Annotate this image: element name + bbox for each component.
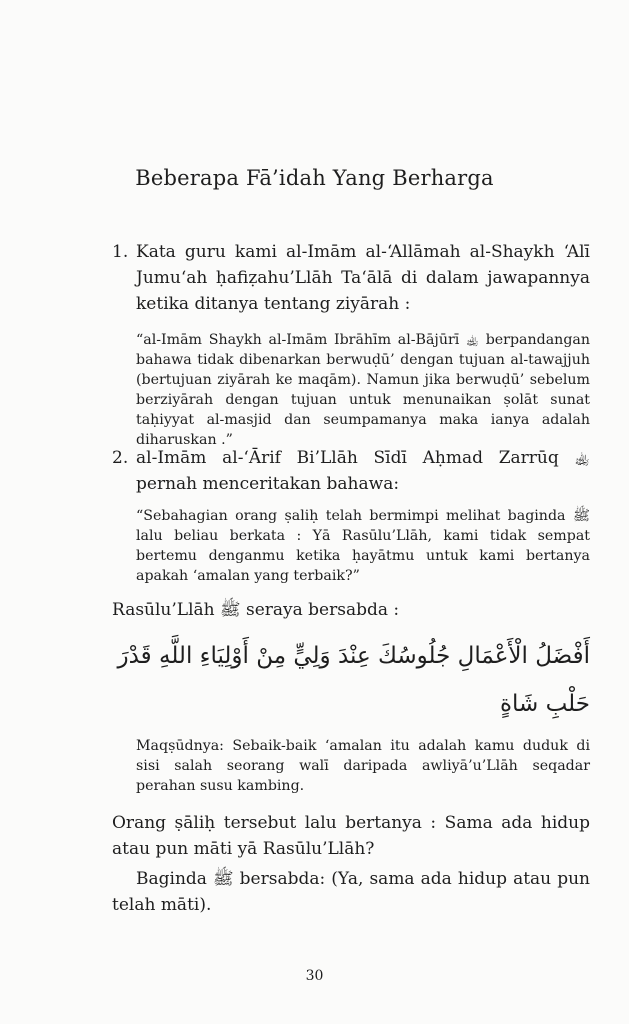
list-item-2 (112, 445, 590, 497)
paragraph-rasulullah: Rasūlu’Llāh ﷺ seraya bersabda : (112, 600, 400, 620)
list-item-text: al-Imām al-‘Ārif Bi’Llāh Sīdī Aḥmad Zarrūq ﵀ pernah menceritakan bahawa: (136, 448, 590, 494)
page-number: 30 (305, 968, 324, 984)
meaning-text: Maqṣūdnya: Sebaik-baik ‘amalan itu adalah kamu duduk di sisi salah seorang walī daripada awliyā’u’Llāh seqadar perahan susu kambing. (136, 738, 590, 794)
block-quote-1: “al-Imām Shaykh al-Imām Ibrāhīm al-Bājūrī ﵀ berpandangan bahawa tidak dibenarkan berwuḍū’ dengan tujuan al-tawajjuh (bertujuan ziyārah ke maqām). Namun jika berwuḍū’ sebelum berziyārah dengan tujuan untuk menunaikan ṣolāt sunat taḥiyyat al-masjid dan seumpamanya maka ianya adalah diharuskan .” (136, 332, 590, 448)
list-item-number: 1. (112, 242, 129, 262)
list-item-1 (112, 239, 590, 317)
list-item-number: 2. (112, 448, 129, 468)
paragraph-question: Orang ṣāliḥ tersebut lalu bertanya : Sama ada hidup atau pun māti yā Rasūlu’Llāh? (112, 813, 590, 859)
block-quote-2: “Sebahagian orang ṣaliḥ telah bermimpi melihat baginda ﷺ lalu beliau berkata : Yā Rasūlu’Llāh, kami tidak sempat bertemu denganmu ketika ḥayātmu untuk kami bertanya apakah ‘amalan yang terbaik?” (136, 508, 590, 584)
arabic-hadith: أَفْضَلُ الْأَعْمَالِ جُلُوسُكَ عِنْدَ وَلِيٍّ مِنْ أَوْلِيَاءِ اللَّهِ قَدْرَ حَلْبِ شَاةٍ (117, 643, 590, 717)
list-item-text: Kata guru kami al-Imām al-‘Allāmah al-Shaykh ‘Alī Jumu‘ah ḥafiẓahu’Llāh Ta‘ālā di dalam jawapannya ketika ditanya tentang ziyārah : (136, 242, 590, 314)
section-title: Beberapa Fā’idah Yang Berharga (135, 166, 494, 190)
paragraph-answer: Baginda ﷺ bersabda: (Ya, sama ada hidup atau pun telah māti). (112, 869, 591, 915)
